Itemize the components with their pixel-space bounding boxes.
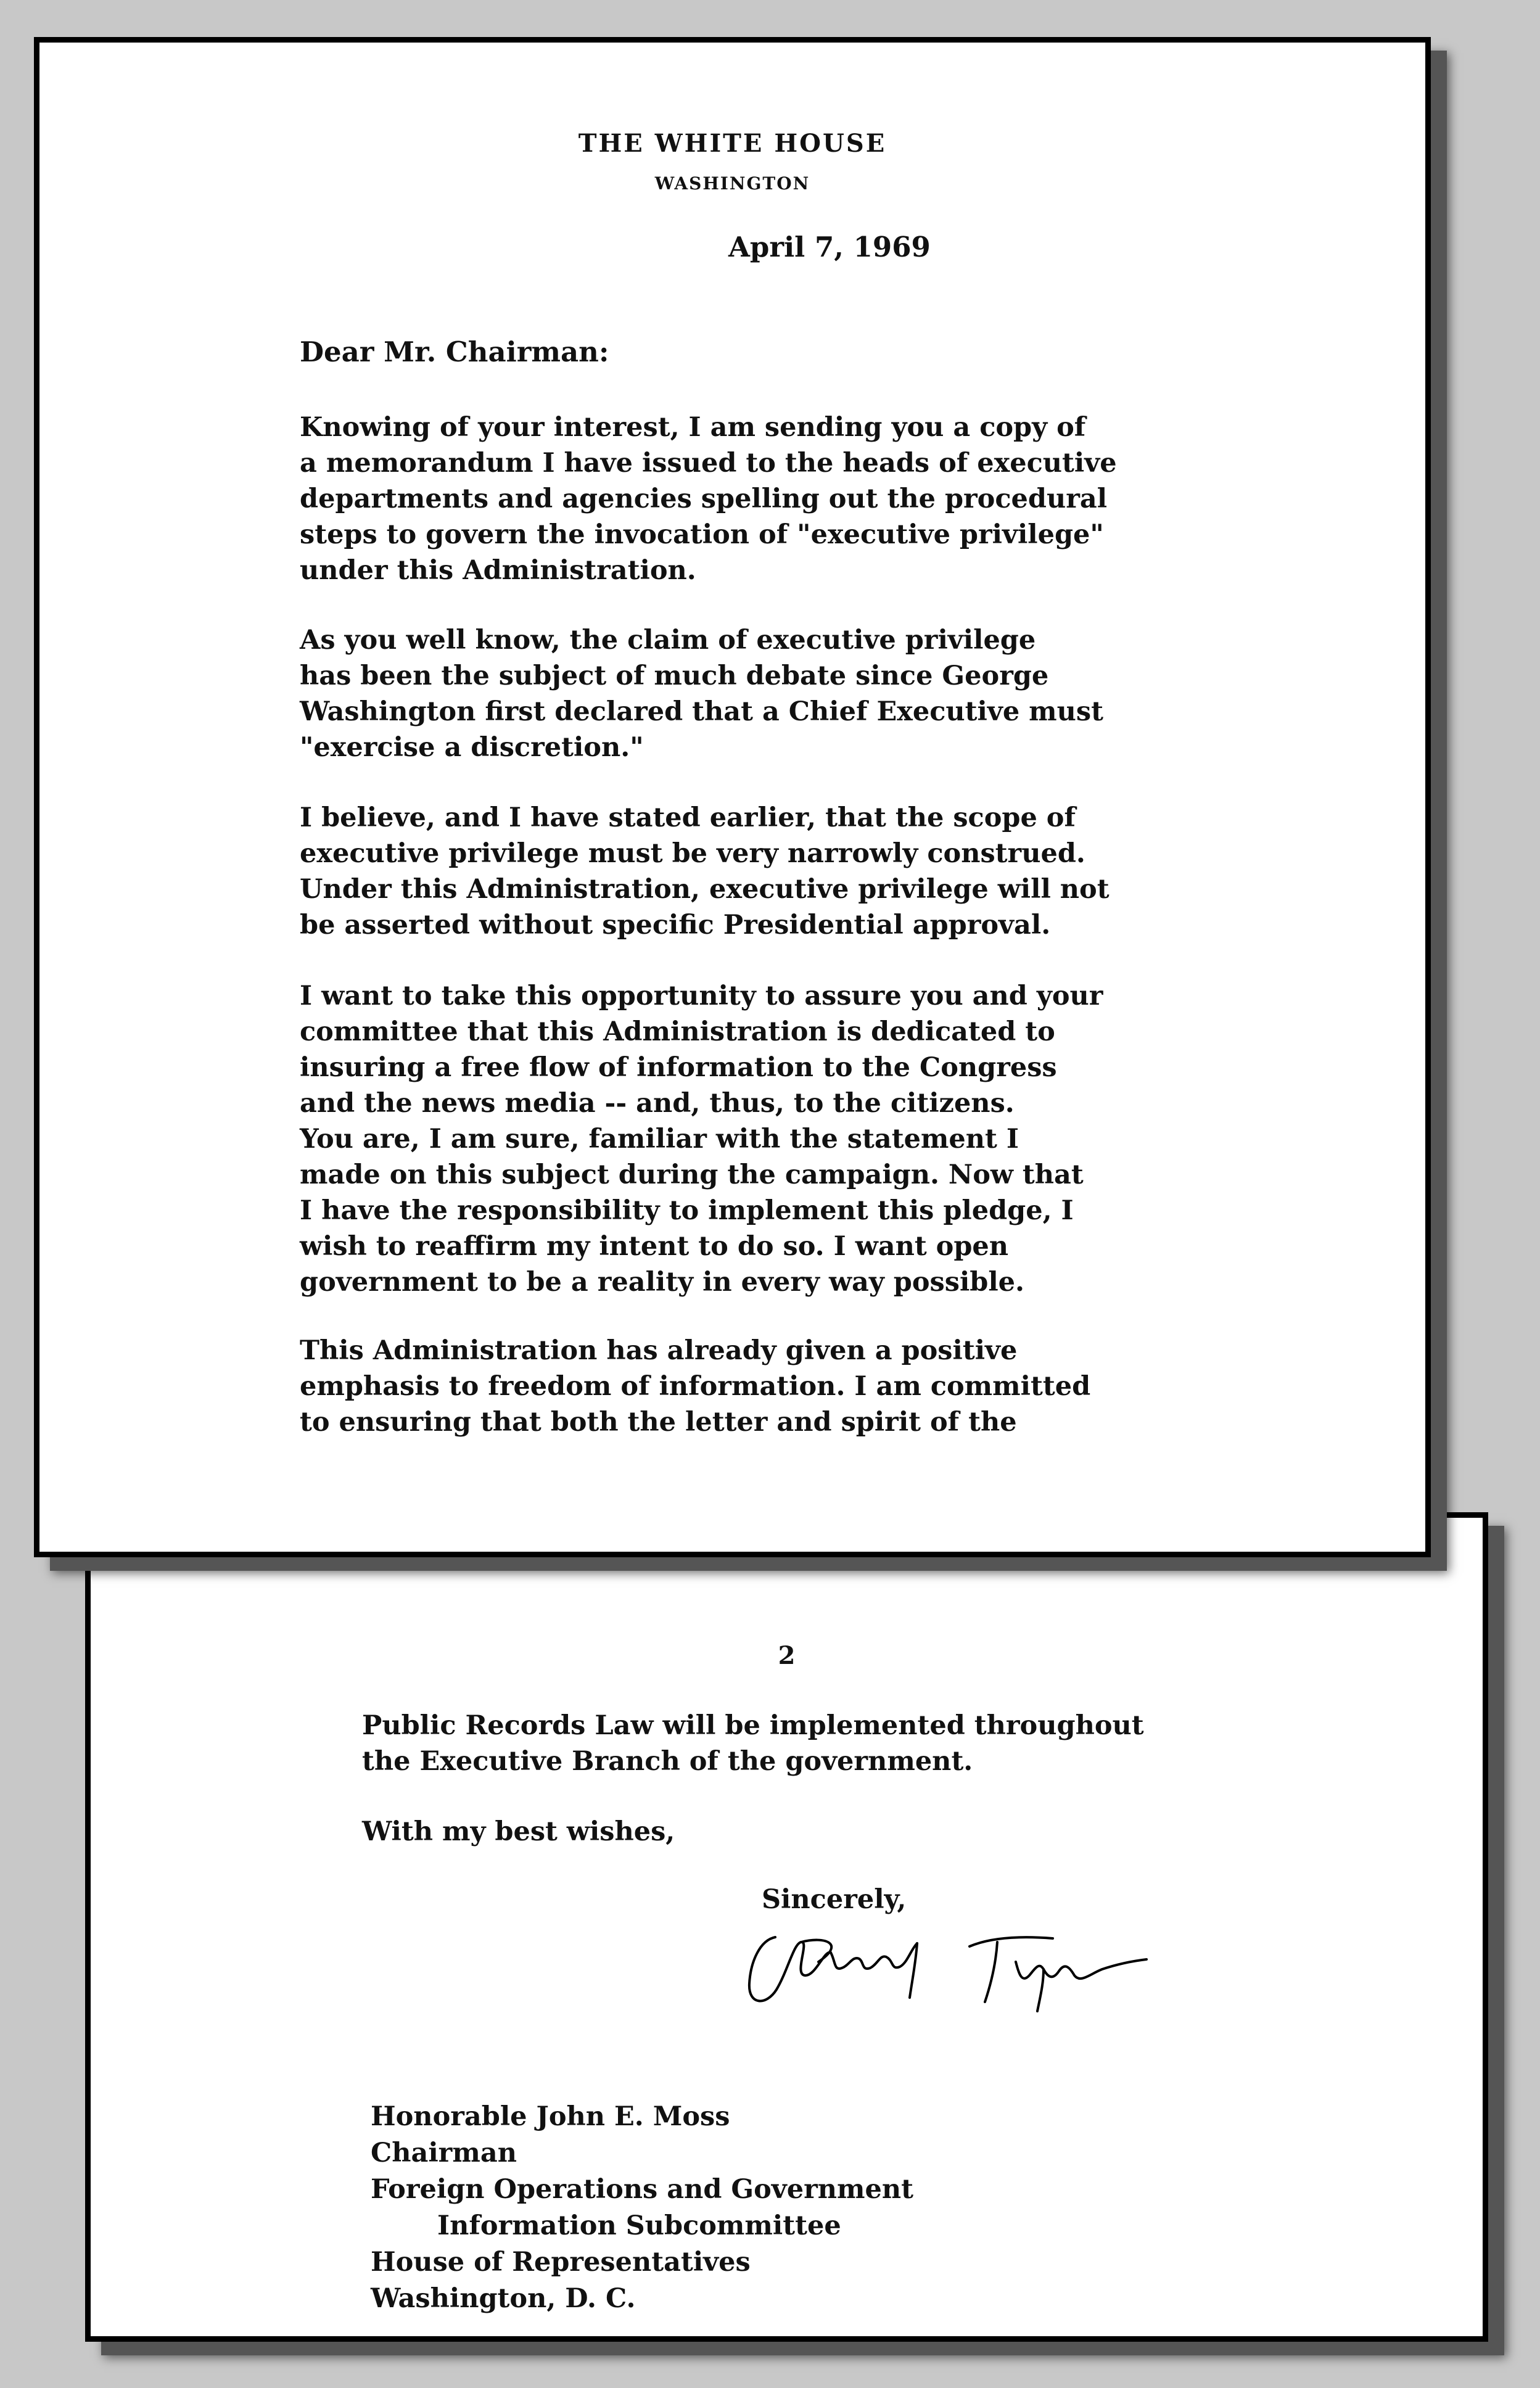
paragraph-line: As you well know, the claim of executive privilege (300, 625, 1036, 656)
paragraph-line: government to be a reality in every way possible. (300, 1267, 1025, 1298)
paragraph-line: Washington first declared that a Chief Executive must (300, 696, 1103, 727)
paragraph-3 (300, 800, 1110, 943)
paragraph-line: You are, I am sure, familiar with the statement I (300, 1124, 1019, 1155)
sign-off: Sincerely, (762, 1884, 907, 1915)
paragraph-line: to ensuring that both the letter and spirit of the (300, 1407, 1017, 1438)
paragraph-line: steps to govern the invocation of "executive privilege" (300, 519, 1104, 550)
paragraph-line: and the news media -- and, thus, to the citizens. (300, 1088, 1015, 1119)
addressee-line: Information Subcommittee (437, 2210, 841, 2241)
letter-date: April 7, 1969 (728, 231, 931, 263)
paragraph-2 (300, 622, 1103, 765)
paragraph-line: made on this subject during the campaign. Now that (300, 1159, 1084, 1190)
letter-page-2 (85, 1512, 1488, 2342)
addressee-line: Chairman (371, 2138, 517, 2168)
paragraph-line: I believe, and I have stated earlier, that the scope of (300, 802, 1076, 833)
salutation: Dear Mr. Chairman: (300, 336, 609, 368)
closing: With my best wishes, (362, 1816, 675, 1847)
paragraph-continuation (362, 1708, 1144, 1779)
paragraph-line: departments and agencies spelling out the procedural (300, 484, 1108, 514)
paragraph-4 (300, 978, 1103, 1300)
paragraph-line: a memorandum I have issued to the heads of executive (300, 448, 1117, 479)
addressee-line: Foreign Operations and Government (371, 2174, 914, 2205)
addressee-line: Honorable John E. Moss (371, 2101, 730, 2132)
paragraph-5 (300, 1333, 1090, 1440)
letter-page-1 (34, 37, 1431, 1557)
paragraph-line: wish to reaffirm my intent to do so. I want open (300, 1231, 1009, 1262)
paragraph-line: "exercise a discretion." (300, 732, 644, 763)
paragraph-line: I want to take this opportunity to assure you and your (300, 981, 1103, 1011)
addressee-line: House of Representatives (371, 2247, 751, 2278)
paragraph-line: emphasis to freedom of information. I am committed (300, 1371, 1091, 1402)
paragraph-line: the Executive Branch of the government. (362, 1746, 973, 1777)
paragraph-1 (300, 410, 1117, 588)
letterhead-subtitle: WASHINGTON (654, 173, 810, 194)
paragraph-line: has been the subject of much debate since George (300, 661, 1049, 691)
paragraph-line: under this Administration. (300, 555, 696, 586)
addressee-line: Washington, D. C. (371, 2283, 636, 2314)
paragraph-line: executive privilege must be very narrowly construed. (300, 838, 1085, 869)
paragraph-line: This Administration has already given a positive (300, 1335, 1018, 1366)
letterhead-title: THE WHITE HOUSE (578, 129, 887, 158)
paragraph-line: I have the responsibility to implement this pledge, I (300, 1195, 1074, 1226)
paragraph-line: be asserted without specific Presidential approval. (300, 910, 1051, 941)
page-number: 2 (778, 1641, 796, 1670)
paragraph-line: insuring a free flow of information to the Congress (300, 1052, 1057, 1083)
paragraph-line: Knowing of your interest, I am sending you a copy of (300, 412, 1086, 443)
paragraph-line: Under this Administration, executive privilege will not (300, 874, 1110, 905)
paragraph-line: committee that this Administration is dedicated to (300, 1016, 1055, 1047)
signature (732, 1925, 1151, 2017)
addressee-block (371, 2099, 913, 2317)
paragraph-line: Public Records Law will be implemented throughout (362, 1710, 1144, 1741)
